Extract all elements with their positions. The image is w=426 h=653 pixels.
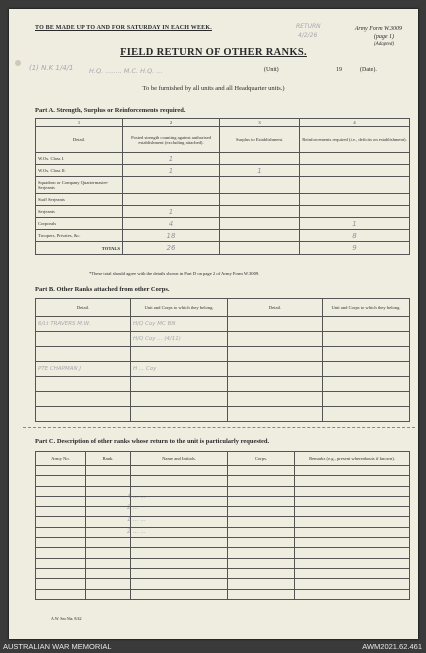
attached-detail: PTE CHAPMAN J bbox=[36, 362, 131, 377]
total-surplus bbox=[220, 242, 300, 255]
attached-unit-2 bbox=[323, 332, 410, 347]
row-detail: Serjeants bbox=[36, 206, 123, 218]
perforation-line bbox=[23, 427, 415, 428]
column-header: Rank. bbox=[86, 452, 131, 466]
column-header: Posted strength counting against authorised establishment (excluding attached). bbox=[123, 127, 220, 153]
row-detail: W.Os. Class II. bbox=[36, 165, 123, 177]
part-c-row bbox=[36, 538, 410, 548]
part-c-row bbox=[36, 558, 410, 568]
posted-value: 1 bbox=[123, 165, 220, 177]
column-header: Unit and Corps to which they belong. bbox=[323, 299, 410, 317]
posted-value: 4 bbox=[123, 218, 220, 230]
row-detail: W.Os. Class I. bbox=[36, 153, 123, 165]
part-c-cell bbox=[228, 548, 295, 558]
part-b-heading: Part B. Other Ranks attached from other Corps. bbox=[35, 286, 170, 293]
part-c-heading: Part C. Description of other ranks whose return to the unit is particularly requested. bbox=[35, 438, 270, 445]
part-c-cell bbox=[131, 476, 228, 486]
part-c-cell bbox=[131, 558, 228, 568]
part-c-row bbox=[36, 568, 410, 578]
col-number: 1 bbox=[36, 119, 123, 127]
part-c-cell bbox=[131, 548, 228, 558]
attached-detail-2 bbox=[228, 332, 323, 347]
handwritten-ref: (1) N.K 1/4/1 bbox=[29, 64, 74, 72]
part-c-cell bbox=[228, 538, 295, 548]
unit-label: (Unit) bbox=[264, 67, 279, 73]
column-header: Detail. bbox=[36, 127, 123, 153]
part-c-cell bbox=[131, 568, 228, 578]
part-c-cell bbox=[36, 589, 86, 599]
attached-detail-2 bbox=[228, 407, 323, 422]
part-c-cell bbox=[86, 486, 131, 496]
column-header: Army No. bbox=[36, 452, 86, 466]
instruction-header: TO BE MADE UP TO AND FOR SATURDAY IN EACH WEEK. bbox=[35, 25, 212, 31]
part-c-row bbox=[36, 527, 410, 537]
reinf-value: 8 bbox=[300, 230, 410, 242]
part-c-row bbox=[36, 517, 410, 527]
adapted-label: (Adapted) bbox=[374, 42, 394, 47]
part-c-cell bbox=[295, 548, 410, 558]
attached-detail bbox=[36, 377, 131, 392]
form-subtitle: To be furnished by all units and all Headquarter units.) bbox=[142, 85, 285, 92]
part-c-cell bbox=[295, 466, 410, 476]
column-header: Detail. bbox=[36, 299, 131, 317]
part-c-cell bbox=[86, 548, 131, 558]
part-c-cell bbox=[295, 589, 410, 599]
part-c-cell bbox=[36, 466, 86, 476]
attached-unit-2 bbox=[323, 377, 410, 392]
column-header: Name and Initials. bbox=[131, 452, 228, 466]
archive-caption-bar bbox=[0, 641, 426, 653]
column-header: Reinforcements required (i.e., deficits on establishment). bbox=[300, 127, 410, 153]
part-c-handwriting: 1 ... ... bbox=[127, 516, 147, 523]
part-c-cell bbox=[228, 558, 295, 568]
attached-detail-2 bbox=[228, 362, 323, 377]
part-c-row bbox=[36, 589, 410, 599]
part-c-cell bbox=[86, 568, 131, 578]
part-c-cell bbox=[228, 579, 295, 589]
part-c-cell bbox=[295, 527, 410, 537]
part-c-cell bbox=[36, 579, 86, 589]
part-c-row bbox=[36, 466, 410, 476]
attached-detail: 6/Lt TRAVERS M.W. bbox=[36, 317, 131, 332]
part-c-cell bbox=[295, 538, 410, 548]
attached-unit bbox=[131, 347, 228, 362]
attached-unit bbox=[131, 377, 228, 392]
total-posted: 26 bbox=[123, 242, 220, 255]
attached-unit-2 bbox=[323, 362, 410, 377]
part-c-cell bbox=[86, 589, 131, 599]
part-c-cell bbox=[228, 517, 295, 527]
part-c-cell bbox=[36, 507, 86, 517]
posted-value: 1 bbox=[123, 153, 220, 165]
totals-label: TOTALS bbox=[36, 242, 123, 255]
attached-detail-2 bbox=[228, 317, 323, 332]
column-header: Unit and Corps to which they belong. bbox=[131, 299, 228, 317]
col-number: 3 bbox=[220, 119, 300, 127]
part-b-table bbox=[35, 298, 410, 422]
part-c-cell bbox=[36, 486, 86, 496]
part-c-cell bbox=[228, 527, 295, 537]
attached-unit-2 bbox=[323, 392, 410, 407]
part-c-cell bbox=[295, 558, 410, 568]
part-a-table bbox=[35, 118, 410, 255]
part-c-cell bbox=[86, 527, 131, 537]
attached-detail bbox=[36, 332, 131, 347]
reinf-value bbox=[300, 165, 410, 177]
part-c-cell bbox=[228, 476, 295, 486]
part-c-cell bbox=[295, 517, 410, 527]
row-detail: Corporals bbox=[36, 218, 123, 230]
surplus-value bbox=[220, 218, 300, 230]
attached-unit-2 bbox=[323, 407, 410, 422]
reinf-value bbox=[300, 206, 410, 218]
part-c-cell bbox=[295, 476, 410, 486]
part-a-heading: Part A. Strength, Surplus or Reinforcements required. bbox=[35, 107, 186, 114]
attached-detail bbox=[36, 407, 131, 422]
part-c-cell bbox=[131, 579, 228, 589]
part-c-cell bbox=[228, 507, 295, 517]
form-page-label: (page 1) bbox=[373, 34, 394, 40]
surplus-value bbox=[220, 194, 300, 206]
part-c-cell bbox=[228, 589, 295, 599]
handwritten-unit: H.Q. ........ M.C. H.Q. ... bbox=[89, 67, 163, 75]
archive-name: AUSTRALIAN WAR MEMORIAL bbox=[3, 642, 112, 651]
attached-detail-2 bbox=[228, 392, 323, 407]
part-c-row bbox=[36, 579, 410, 589]
part-c-cell bbox=[86, 476, 131, 486]
part-c-cell bbox=[36, 548, 86, 558]
part-c-cell bbox=[228, 496, 295, 506]
total-reinf: 9 bbox=[300, 242, 410, 255]
part-c-cell bbox=[36, 568, 86, 578]
part-c-cell bbox=[36, 527, 86, 537]
part-c-cell bbox=[295, 579, 410, 589]
part-c-cell bbox=[36, 517, 86, 527]
part-c-table bbox=[35, 451, 410, 600]
part-c-cell bbox=[86, 507, 131, 517]
surplus-value bbox=[220, 153, 300, 165]
part-c-handwriting: 2 ... ... bbox=[127, 528, 147, 535]
form-title: FIELD RETURN OF OTHER RANKS. bbox=[120, 47, 307, 58]
part-c-row bbox=[36, 548, 410, 558]
posted-value bbox=[123, 177, 220, 194]
part-c-row bbox=[36, 496, 410, 506]
attached-unit: H/Q Coy MC BN bbox=[131, 317, 228, 332]
part-c-cell bbox=[295, 496, 410, 506]
attached-detail-2 bbox=[228, 377, 323, 392]
year-prefix: 19 bbox=[336, 67, 342, 73]
attached-unit: H/Q Coy ... (4/11) bbox=[131, 332, 228, 347]
part-c-row bbox=[36, 507, 410, 517]
part-c-row bbox=[36, 476, 410, 486]
row-detail: Troopers, Privates, &c. bbox=[36, 230, 123, 242]
part-c-cell bbox=[86, 517, 131, 527]
reinf-value bbox=[300, 153, 410, 165]
reinf-value bbox=[300, 194, 410, 206]
part-c-cell bbox=[295, 507, 410, 517]
column-header: Corps. bbox=[228, 452, 295, 466]
surplus-value bbox=[220, 177, 300, 194]
row-detail: Staff Serjeants bbox=[36, 194, 123, 206]
part-c-cell bbox=[36, 558, 86, 568]
reinf-value: 1 bbox=[300, 218, 410, 230]
part-c-cell bbox=[86, 538, 131, 548]
part-a-note: *These total should agree with the details shown in Part D on page 2 of Army Form W.3009. bbox=[89, 271, 260, 276]
part-c-cell bbox=[36, 476, 86, 486]
col-number: 4 bbox=[300, 119, 410, 127]
posted-value bbox=[123, 194, 220, 206]
date-label: (Date). bbox=[360, 67, 377, 73]
column-header: Surplus to Establishment. bbox=[220, 127, 300, 153]
part-c-cell bbox=[228, 486, 295, 496]
reinf-value bbox=[300, 177, 410, 194]
attached-unit bbox=[131, 392, 228, 407]
print-code: A.W. Sm 56a. 8/42 bbox=[51, 616, 82, 621]
part-c-cell bbox=[131, 466, 228, 476]
form-identifier bbox=[355, 25, 402, 49]
part-c-cell bbox=[228, 466, 295, 476]
handwritten-date: 4/2/26 bbox=[298, 32, 318, 39]
part-c-cell bbox=[228, 568, 295, 578]
attached-unit bbox=[131, 407, 228, 422]
attached-unit: H ... Coy bbox=[131, 362, 228, 377]
part-c-cell bbox=[131, 589, 228, 599]
part-c-cell bbox=[295, 486, 410, 496]
column-header: Detail. bbox=[228, 299, 323, 317]
part-c-cell bbox=[36, 496, 86, 506]
attached-detail bbox=[36, 392, 131, 407]
column-header: Remarks (e.g., present whereabouts if known). bbox=[295, 452, 410, 466]
attached-detail-2 bbox=[228, 347, 323, 362]
part-c-cell bbox=[86, 558, 131, 568]
part-c-cell bbox=[131, 538, 228, 548]
surplus-value bbox=[220, 206, 300, 218]
surplus-value: 1 bbox=[220, 165, 300, 177]
part-c-cell bbox=[86, 466, 131, 476]
posted-value: 1 bbox=[123, 206, 220, 218]
punch-hole bbox=[15, 60, 21, 66]
form-name: Army Form W.3009 bbox=[354, 26, 402, 32]
part-c-cell bbox=[36, 538, 86, 548]
col-number: 2 bbox=[123, 119, 220, 127]
attached-unit-2 bbox=[323, 347, 410, 362]
part-c-cell bbox=[86, 496, 131, 506]
attached-unit-2 bbox=[323, 317, 410, 332]
posted-value: 18 bbox=[123, 230, 220, 242]
part-c-handwriting: 4 ... ... bbox=[127, 493, 147, 500]
handwritten-return: RETURN bbox=[296, 23, 321, 30]
archive-reference: AWM2021.62.461 bbox=[362, 642, 422, 651]
form-page bbox=[9, 9, 418, 639]
part-c-cell bbox=[295, 568, 410, 578]
part-c-cell bbox=[86, 579, 131, 589]
row-detail: Squadron or Company Quartermaster-Serjeants bbox=[36, 177, 123, 194]
attached-detail bbox=[36, 347, 131, 362]
part-c-handwriting: 2 ... bbox=[127, 504, 139, 511]
surplus-value bbox=[220, 230, 300, 242]
part-c-row bbox=[36, 486, 410, 496]
